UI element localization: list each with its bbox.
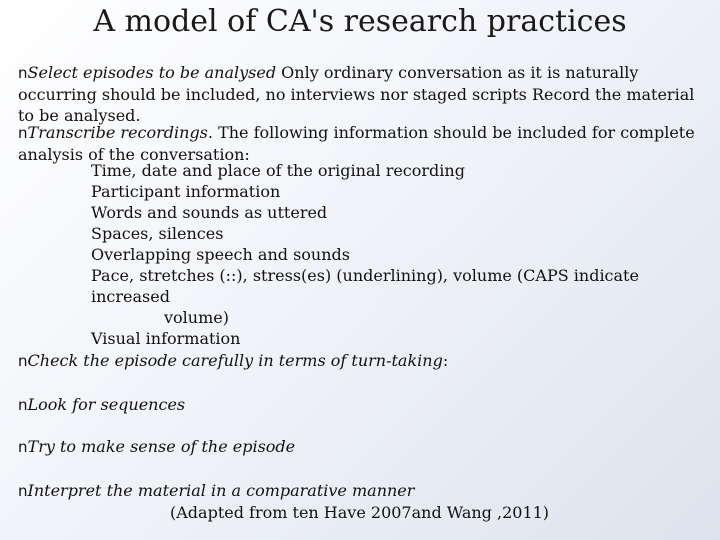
bullet-lead: Try to make sense of the episode: [27, 437, 296, 456]
bullet-marker: n: [18, 396, 28, 414]
bullet-make-sense: [18, 436, 708, 458]
bullet-transcribe: [18, 122, 708, 165]
bullet-marker: n: [18, 64, 28, 82]
list-item: Pace, stretches (::), stress(es) (underlining), volume (CAPS indicate increased: [91, 266, 639, 306]
bullet-marker: n: [18, 482, 28, 500]
list-item: Participant information: [91, 182, 281, 201]
bullet-lead: Transcribe recordings.: [27, 123, 213, 142]
bullet-marker: n: [18, 352, 28, 370]
bullet-marker: n: [18, 438, 28, 456]
bullet-select-episodes: [18, 62, 708, 126]
list-item-continuation: volume): [164, 308, 229, 327]
list-item: Visual information: [91, 329, 241, 348]
bullet-interpret: [18, 480, 708, 502]
slide-title: A model of CA's research practices: [93, 4, 627, 39]
bullet-lead: Select episodes to be analysed: [27, 63, 277, 82]
list-item: Time, date and place of the original recording: [91, 161, 465, 180]
bullet-check-episode: [18, 350, 708, 372]
list-item: Words and sounds as uttered: [91, 203, 328, 222]
bullet-lead: Interpret the material in a comparative manner: [27, 481, 415, 500]
bullet-text: :: [442, 351, 449, 370]
transcription-list: [91, 160, 706, 349]
list-item: Overlapping speech and sounds: [91, 245, 350, 264]
bullet-text: The following information should be included for complete analysis of the conversation:: [18, 123, 695, 164]
bullet-look-sequences: [18, 394, 708, 416]
bullet-lead: Look for sequences: [27, 395, 186, 414]
list-item: Spaces, silences: [91, 224, 224, 243]
bullet-lead: Check the episode carefully in terms of turn-taking: [27, 351, 443, 370]
bullet-text: Only ordinary conversation as it is naturally occurring should be included, no interviews nor staged scripts Record the material to be analysed.: [18, 63, 695, 125]
citation: (Adapted from ten Have 2007and Wang ,2011): [170, 503, 550, 522]
bullet-marker: n: [18, 124, 28, 142]
